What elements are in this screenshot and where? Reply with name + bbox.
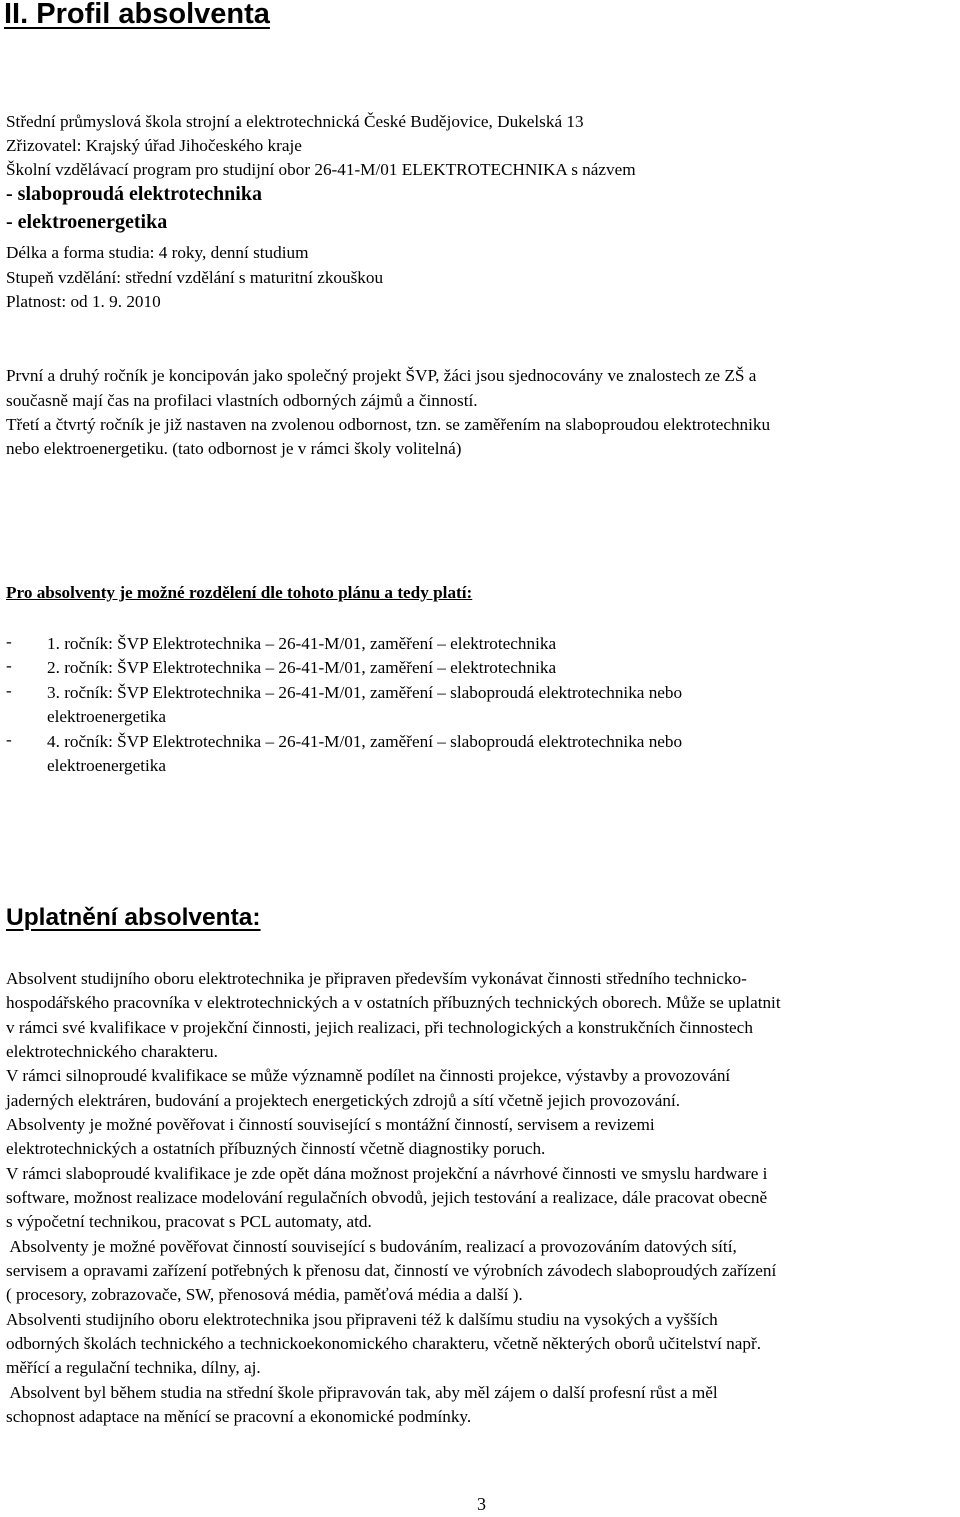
list-item: 4. ročník: ŠVP Elektrotechnika – 26-41-M/01, zaměření – slaboproudá elektrotechnika nebo <box>47 732 683 751</box>
school-name: Střední průmyslová škola strojní a elektrotechnická České Budějovice, Dukelská 13 <box>6 112 584 131</box>
intro-line: Třetí a čtvrtý ročník je již nastaven na zvolenou odbornost, tzn. se zaměřením na slaboproudou elektrotechniku <box>6 415 771 434</box>
list-item-continuation: elektroenergetika <box>47 707 166 726</box>
paragraph-line: elektrotechnických a ostatních příbuzných činností včetně diagnostiky poruch. <box>6 1139 546 1158</box>
section-heading: Uplatnění absolventa: <box>6 904 261 931</box>
list-item: 2. ročník: ŠVP Elektrotechnika – 26-41-M/01, zaměření – elektrotechnika <box>47 658 557 677</box>
list-bullet: - <box>6 681 12 700</box>
paragraph-line: V rámci silnoproudé kvalifikace se může významně podílet na činnosti projekce, výstavby a provozování <box>6 1066 731 1085</box>
page-number: 3 <box>477 1494 486 1514</box>
intro-line: nebo elektroenergetiku. (tato odbornost je v rámci školy volitelná) <box>6 439 462 458</box>
paragraph-line: jaderných elektráren, budování a projektech energetických zdrojů a sítí včetně jejich provozování. <box>6 1091 681 1110</box>
intro-line: současně mají čas na profilaci vlastních odborných zájmů a činností. <box>6 391 478 410</box>
list-item: 3. ročník: ŠVP Elektrotechnika – 26-41-M/01, zaměření – slaboproudá elektrotechnika nebo <box>47 683 683 702</box>
paragraph-line: Absolventy je možné pověřovat činností související s budováním, realizací a provozováním datových sítí, <box>6 1237 737 1256</box>
paragraph-line: elektrotechnického charakteru. <box>6 1042 218 1061</box>
program-name-1: - slaboproudá elektrotechnika <box>6 183 262 205</box>
plan-heading: Pro absolventy je možné rozdělení dle tohoto plánu a tedy platí: <box>6 583 473 602</box>
paragraph-line: Absolvent byl během studia na střední škole připravován tak, aby měl zájem o další profesní růst a měl <box>6 1383 718 1402</box>
validity: Platnost: od 1. 9. 2010 <box>6 292 161 311</box>
list-bullet: - <box>6 730 12 749</box>
study-length: Délka a forma studia: 4 roky, denní studium <box>6 243 309 262</box>
paragraph-line: servisem a opravami zařízení potřebných k přenosu dat, činností ve výrobních závodech slaboproudých zařízení <box>6 1261 777 1280</box>
paragraph-line: odborných školách technického a technickoekonomického charakteru, včetně některých oborů učitelství např. <box>6 1334 762 1353</box>
paragraph-line: Absolventy je možné pověřovat i činností související s montážní činností, servisem a revizemi <box>6 1115 655 1134</box>
list-item: 1. ročník: ŠVP Elektrotechnika – 26-41-M/01, zaměření – elektrotechnika <box>47 634 557 653</box>
intro-line: První a druhý ročník je koncipován jako společný projekt ŠVP, žáci jsou sjednocovány ve znalostech ze ZŠ a <box>6 366 757 385</box>
paragraph-line: v rámci své kvalifikace v projekční činnosti, jejich realizaci, při technologických a konstrukčních činnostech <box>6 1018 753 1037</box>
list-bullet: - <box>6 656 12 675</box>
paragraph-line: schopnost adaptace na měnící se pracovní a ekonomické podmínky. <box>6 1407 472 1426</box>
page-title: II. Profil absolventa <box>4 0 270 30</box>
list-bullet: - <box>6 632 12 651</box>
program-name-2: - elektroenergetika <box>6 211 168 233</box>
list-item-continuation: elektroenergetika <box>47 756 166 775</box>
paragraph-line: měřící a regulační technika, dílny, aj. <box>6 1358 261 1377</box>
paragraph-line: ( procesory, zobrazovače, SW, přenosová média, paměťová média a další ). <box>6 1285 523 1304</box>
paragraph-line: Absolvent studijního oboru elektrotechnika je připraven především vykonávat činnosti středního technicko- <box>6 969 747 988</box>
program: Školní vzdělávací program pro studijní obor 26-41-M/01 ELEKTROTECHNIKA s názvem <box>6 160 636 179</box>
paragraph-line: Absolventi studijního oboru elektrotechnika jsou připraveni též k dalšímu studiu na vysokých a vyšších <box>6 1310 718 1329</box>
founder: Zřizovatel: Krajský úřad Jihočeského kraje <box>6 136 302 155</box>
paragraph-line: software, možnost realizace modelování regulačních obvodů, jejich testování a realizace, dále pracovat obecně <box>6 1188 768 1207</box>
education-level: Stupeň vzdělání: střední vzdělání s maturitní zkouškou <box>6 268 384 287</box>
paragraph-line: s výpočetní technikou, pracovat s PCL automaty, atd. <box>6 1212 372 1231</box>
paragraph-line: V rámci slaboproudé kvalifikace je zde opět dána možnost projekční a návrhové činnosti ve smyslu hardware i <box>6 1164 768 1183</box>
paragraph-line: hospodářského pracovníka v elektrotechnických a v ostatních příbuzných technických oborech. Může se uplatnit <box>6 993 781 1012</box>
